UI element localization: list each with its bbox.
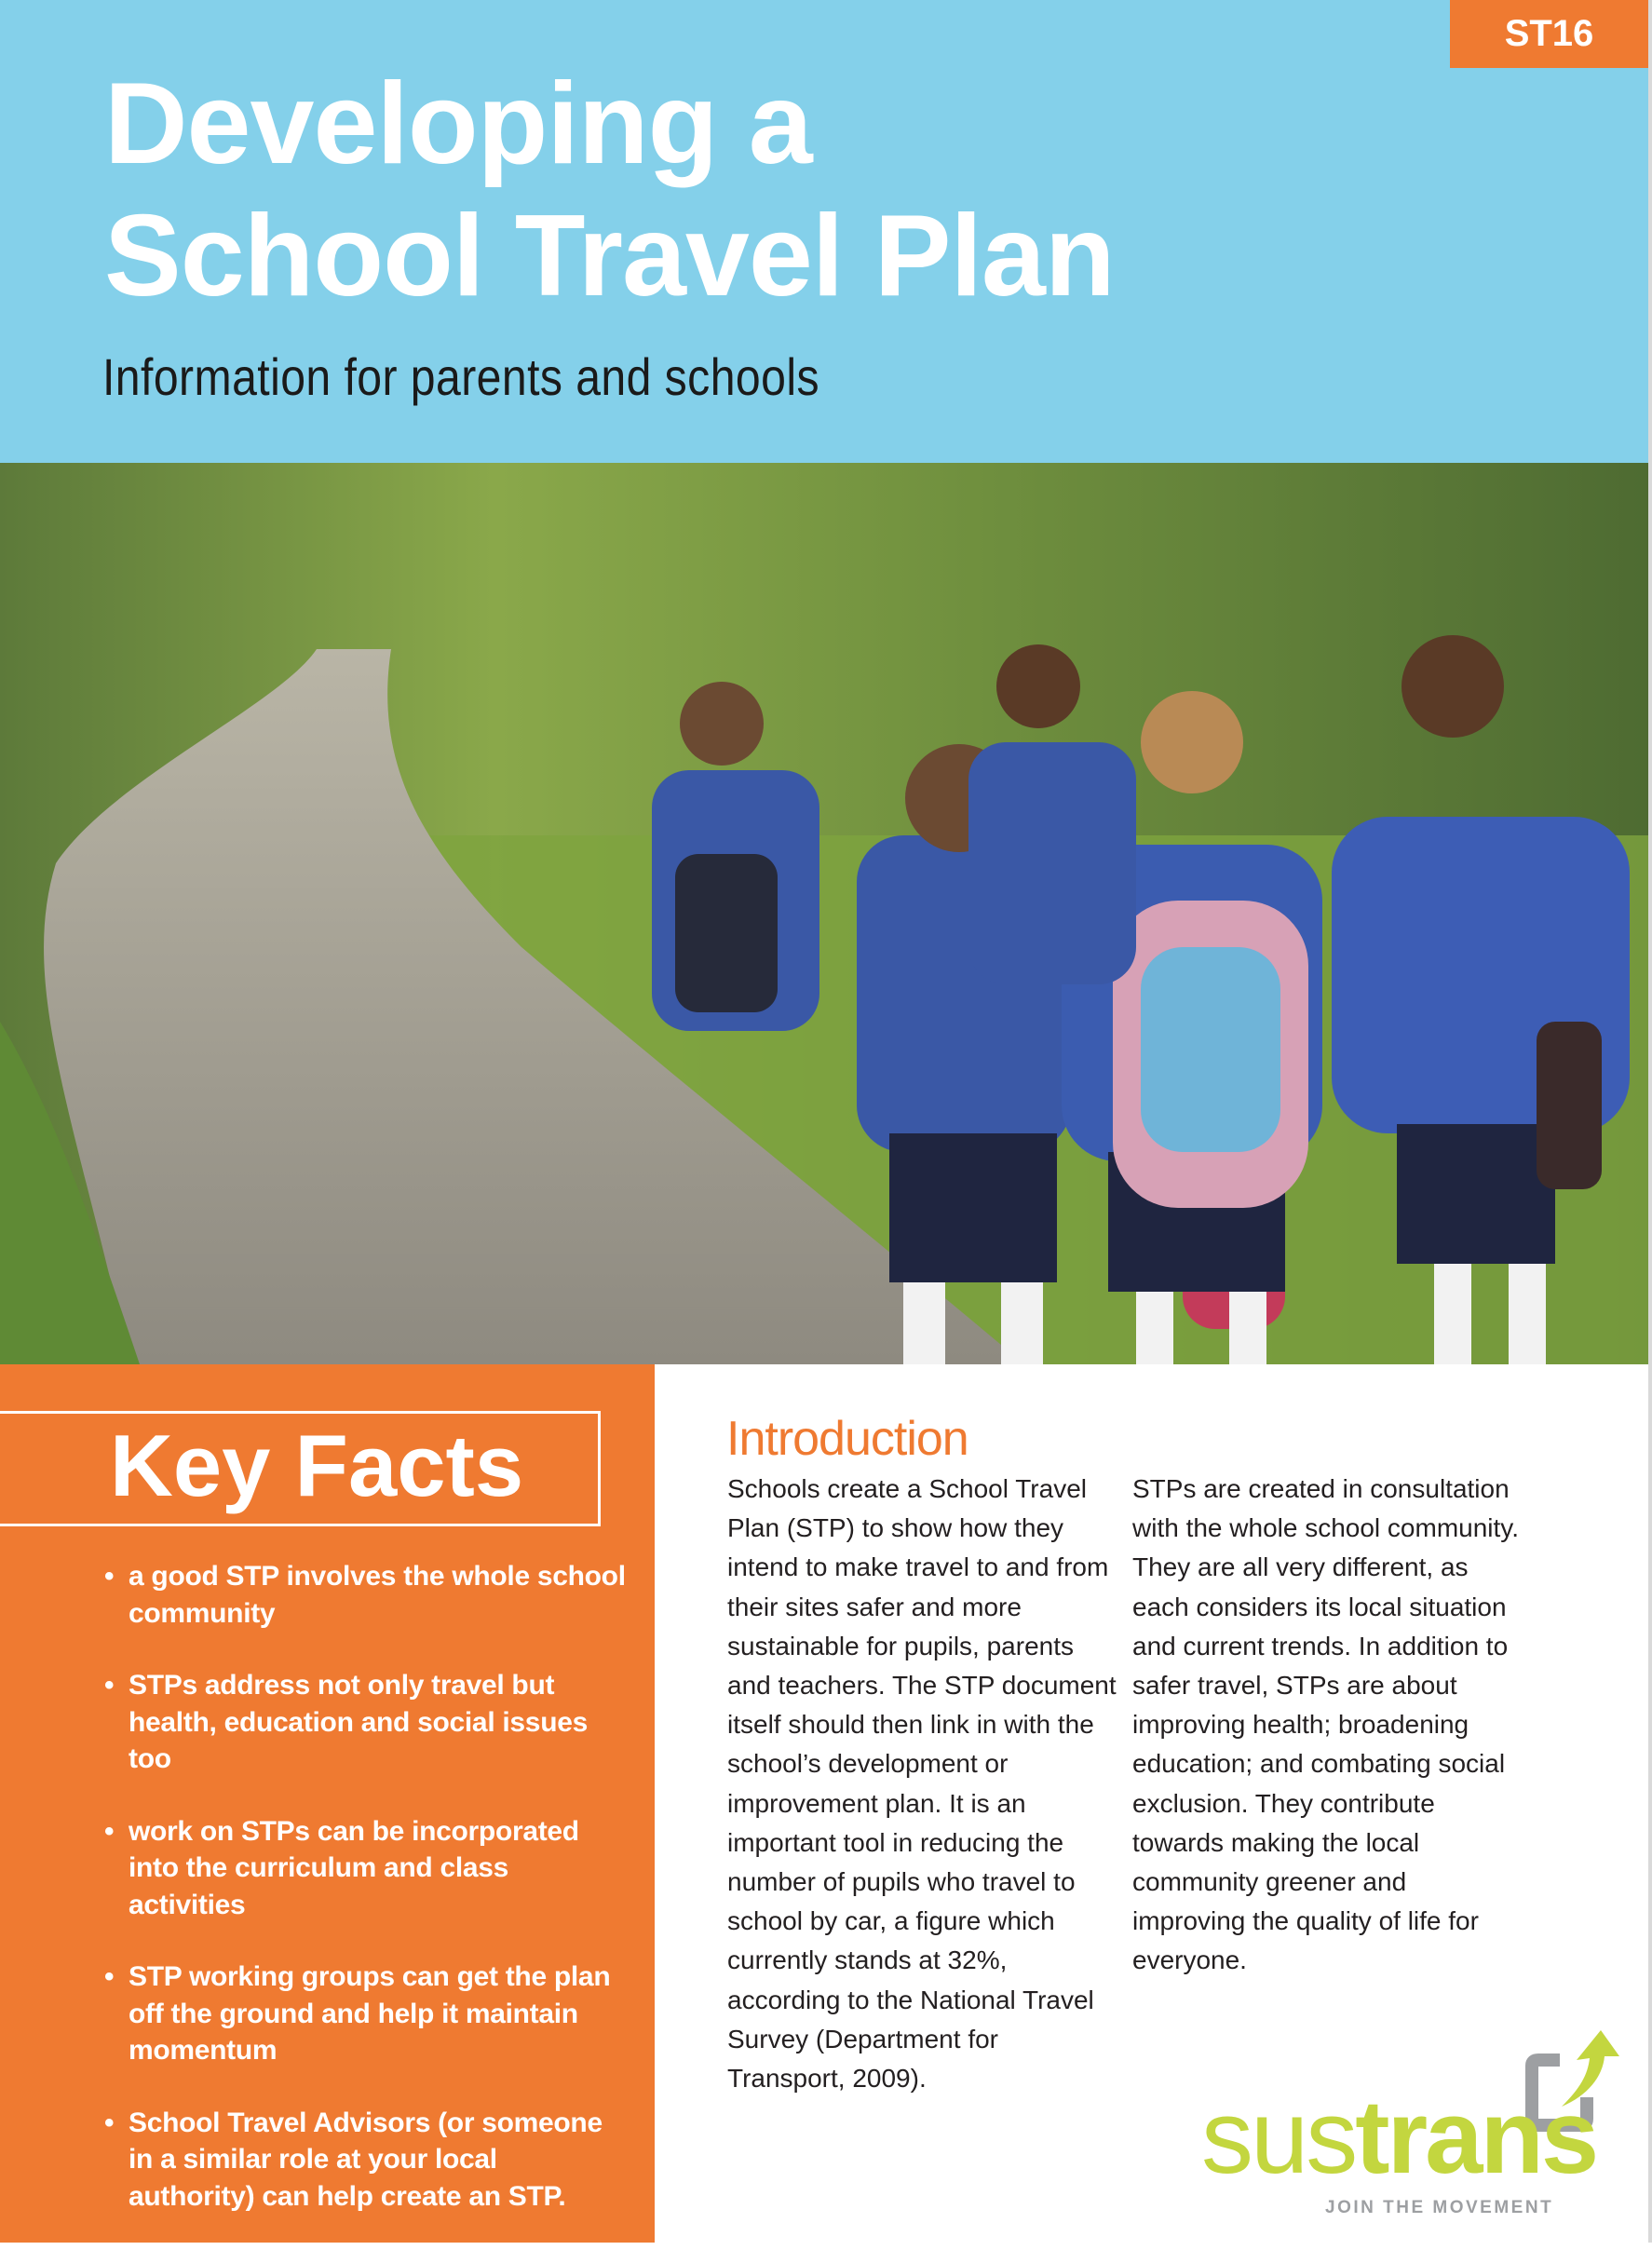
logo-word-light: sus: [1201, 2079, 1356, 2195]
key-facts-panel: [0, 1364, 655, 2243]
header-banner: [0, 0, 1648, 463]
introduction-heading: Introduction: [726, 1412, 968, 1466]
introduction-column-2: STPs are created in consultation with the whole school community. They are all very different, as each considers its local situation and current trends. In addition to safer travel, STPs are about improving health; broadening education; and combating social exclusion. They contribute towards making the local community greener and improving the quality of life for everyone.: [1132, 1474, 1519, 1975]
document-code-badge: ST16: [1450, 0, 1648, 68]
logo-word-bold: trans: [1355, 2079, 1597, 2195]
key-facts-title: Key Facts: [110, 1416, 524, 1514]
key-fact-item: • STPs address not only travel but health, education and social issues too: [104, 1667, 626, 1778]
page-edge: [1648, 0, 1652, 2243]
children-walking-illustration: [0, 463, 1648, 1364]
page-title: [104, 58, 1115, 322]
key-facts-list: [104, 1558, 626, 2250]
title-line-1: Developing a: [104, 60, 812, 188]
logo-wordmark: [1201, 2079, 1597, 2195]
logo-tagline: JOIN THE MOVEMENT: [1325, 2198, 1554, 2217]
key-fact-item: • STP working groups can get the plan off the ground and help it maintain momentum: [104, 1959, 626, 2069]
sustrans-logo: [1201, 2030, 1639, 2235]
key-fact-item: • School Travel Advisors (or someone in a similar role at your local authority) can help create an STP.: [104, 2105, 626, 2216]
key-fact-item: • work on STPs can be incorporated into the curriculum and class activities: [104, 1813, 626, 1924]
page-subtitle: Information for parents and schools: [102, 347, 819, 406]
introduction-column-1: Schools create a School Travel Plan (STP) to show how they intend to make travel to and from their sites safer and more sustainable for pupils, parents and teachers. The STP document itself should then link in with the school’s development or improvement plan. It is an important tool in reducing the number of pupils who travel to school by car, a figure which currently stands at 32%, according to the National Travel Survey (Department for Transport, 2009).: [727, 1474, 1117, 2094]
title-line-2: School Travel Plan: [104, 192, 1115, 320]
hero-photo: [0, 463, 1648, 1364]
key-fact-item: • a good STP involves the whole school community: [104, 1558, 626, 1632]
